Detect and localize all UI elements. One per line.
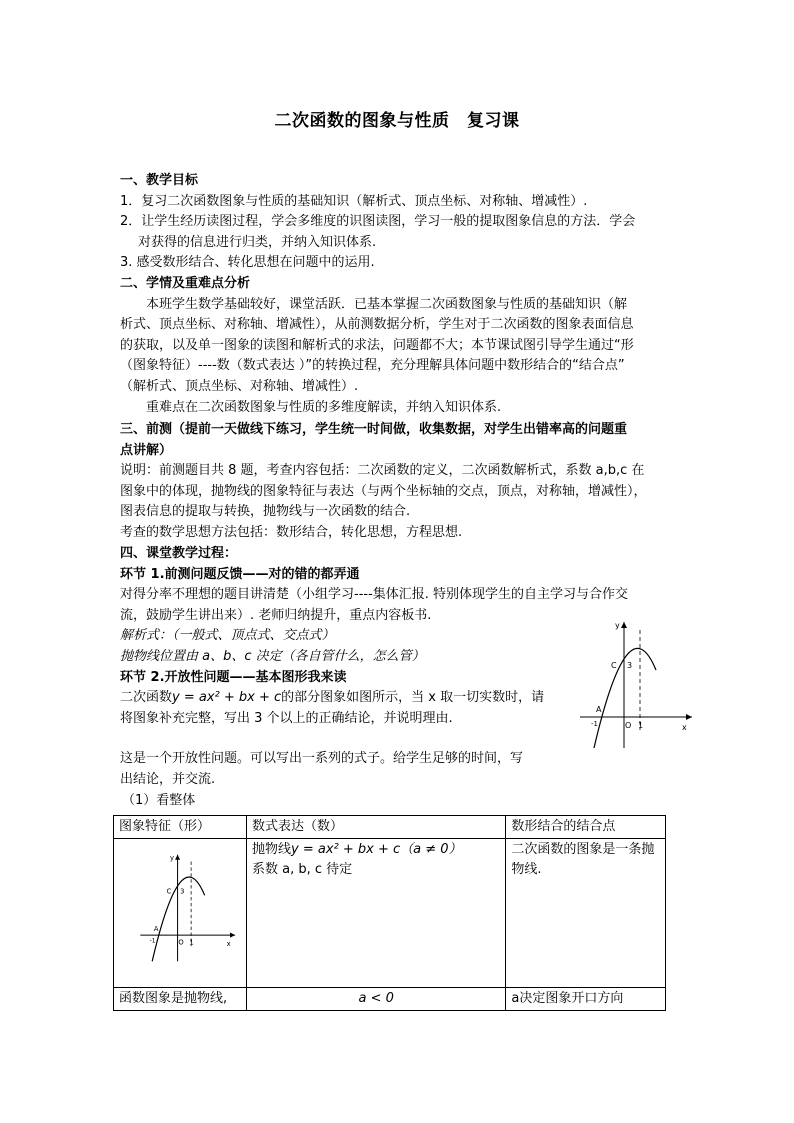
analysis-table [113, 815, 666, 1011]
goal-item: 1．复习二次函数图象与性质的基础知识（解析式、顶点坐标、对称轴、增减性）. [120, 193, 588, 209]
a-label: A [153, 924, 159, 933]
table-header-row [114, 816, 666, 839]
small-parabola-graph [134, 853, 244, 963]
c-label: C [166, 887, 172, 896]
section-analysis [120, 274, 680, 418]
problem-text: 的部分图象如图所示，当 x 取一切实数时，请 [281, 690, 545, 706]
table-header: 图象特征（形） [114, 816, 247, 839]
goal-item: 2．让学生经历读图过程，学会多维度的识图读图，学习一般的提取图象信息的方法．学会 [120, 214, 636, 230]
paragraph-line: 对得分率不理想的题目讲清楚（小组学习----集体汇报. 特别体现学生的自主学习与合作交 [120, 587, 629, 603]
problem-line: 出结论，并交流. [120, 771, 216, 787]
formula-line [252, 840, 500, 860]
table-cell: 函数图象是抛物线, [114, 988, 247, 1011]
origin-label: O [178, 938, 184, 947]
origin-label: O [625, 721, 632, 730]
problem-line [120, 688, 570, 709]
a-label: A [596, 705, 602, 714]
neg1-label: -1 [591, 720, 598, 728]
neg1-label: -1 [149, 938, 156, 945]
paragraph-line: 图表信息的提取与转换，抛物线与一次函数的结合. [120, 504, 411, 520]
x-label: x [682, 723, 687, 732]
one-label: 1 [189, 938, 194, 947]
paragraph-line: 考查的数学思想方法包括：数形结合，转化思想，方程思想. [120, 524, 463, 540]
table-header: 数式表达（数） [246, 816, 505, 839]
section-pretest [120, 420, 680, 544]
paragraph-line: 本班学生数学基础较好，课堂活跃．已基本掌握二次函数图象与性质的基础知识（解 [146, 296, 628, 312]
table-cell-figure [114, 839, 247, 988]
parabola-curve [594, 648, 656, 748]
table-cell: a < 0 [246, 988, 505, 1011]
x-label: x [226, 940, 231, 949]
paragraph-line: 的获取，以及单一图象的读图和解析式的求法，问题都不大；本节课试图引导学生通过“形 [120, 337, 634, 353]
focus-line: 重难点在二次函数图象与性质的多维度解读，并纳入知识体系. [146, 399, 502, 415]
page-title: 二次函数的图象与性质 复习课 [274, 111, 520, 131]
table-row [114, 988, 666, 1011]
formula-prefix: 抛物线 [251, 842, 291, 857]
paragraph-line: 流，鼓励学生讲出来）. 老师归纳提升，重点内容板书. [120, 607, 432, 623]
sub-heading: （1）看整体 [122, 792, 196, 808]
x-axis-arrow [230, 933, 235, 938]
y-axis-arrow [621, 622, 627, 628]
three-label: 3 [627, 661, 633, 670]
section-heading-continued: 点讲解） [120, 442, 173, 458]
y-label: y [615, 621, 620, 630]
problem-line: 这是一个开放性问题。可以写出一系列的式子。给学生足够的时间，写 [120, 751, 524, 767]
table-row [114, 839, 666, 988]
paragraph-line: （图象特征）----数（数式表达 ）”的转换过程，充分理解具体问题中数形结合的“结合点” [120, 358, 625, 374]
problem-line: 将图象补充完整，写出 3 个以上的正确结论，并说明理由. [120, 710, 453, 726]
y-label: y [169, 853, 174, 862]
three-label: 3 [180, 887, 185, 896]
paragraph-line: 说明：前测题目共 8 题，考查内容包括：二次函数的定义，二次函数解析式，系数 a,b,c 在 [120, 463, 645, 479]
paragraph-line: （解析式、顶点坐标、对称轴、增减性）. [120, 378, 359, 394]
step1-heading: 环节 1.前测问题反馈——对的错的都弄通 [120, 566, 360, 582]
c-label: C [611, 661, 617, 670]
y-axis-arrow [175, 855, 180, 860]
problem-text: 二次函数 [120, 690, 173, 706]
table-cell [246, 839, 505, 988]
table-cell: a决定图象开口方向 [506, 988, 666, 1011]
formula: y = ax² + bx + c [172, 690, 282, 706]
paragraph-line: 图象中的体现，抛物线的图象特征与表达（与两个坐标轴的交点，顶点，对称轴，增减性）， [120, 483, 647, 499]
paragraph-line: 析式、顶点坐标、对称轴、增减性），从前测数据分析，学生对于二次函数的图象表面信息 [120, 317, 634, 333]
italic-note: 解析式：（一般式、顶点式、交点式） [120, 628, 335, 644]
one-label: 1 [638, 721, 644, 730]
section-heading: 三、前测（提前一天做线下练习，学生统一时间做，收集数据，对学生出错率高的问题重 [120, 422, 628, 437]
x-axis-arrow [686, 714, 692, 720]
italic-note: 抛物线位置由 a、b、c 决定（各自管什么，怎么管） [120, 648, 425, 664]
formula: y = ax² + bx + c（a ≠ 0） [291, 842, 462, 857]
parabola-graph [580, 620, 695, 750]
parabola-curve [149, 877, 204, 961]
section-heading: 二、学情及重难点分析 [120, 276, 251, 291]
table-cell: 二次函数的图象是一条抛物线. [506, 839, 666, 988]
step2-heading: 环节 2.开放性问题——基本图形我来读 [120, 669, 347, 685]
section-heading: 四、课堂教学过程： [120, 546, 238, 561]
goal-item-continued: 对获得的信息进行归类，并纳入知识体系. [138, 234, 377, 250]
section-class-process [120, 544, 629, 811]
section-teaching-goals [120, 171, 680, 274]
goal-item: 3. 感受数形结合、转化思想在问题中的运用. [120, 255, 375, 271]
section-heading: 一、教学目标 [120, 173, 199, 188]
coef-line: 系数 a, b, c 待定 [251, 862, 353, 877]
table-header: 数形结合的结合点 [506, 816, 666, 839]
